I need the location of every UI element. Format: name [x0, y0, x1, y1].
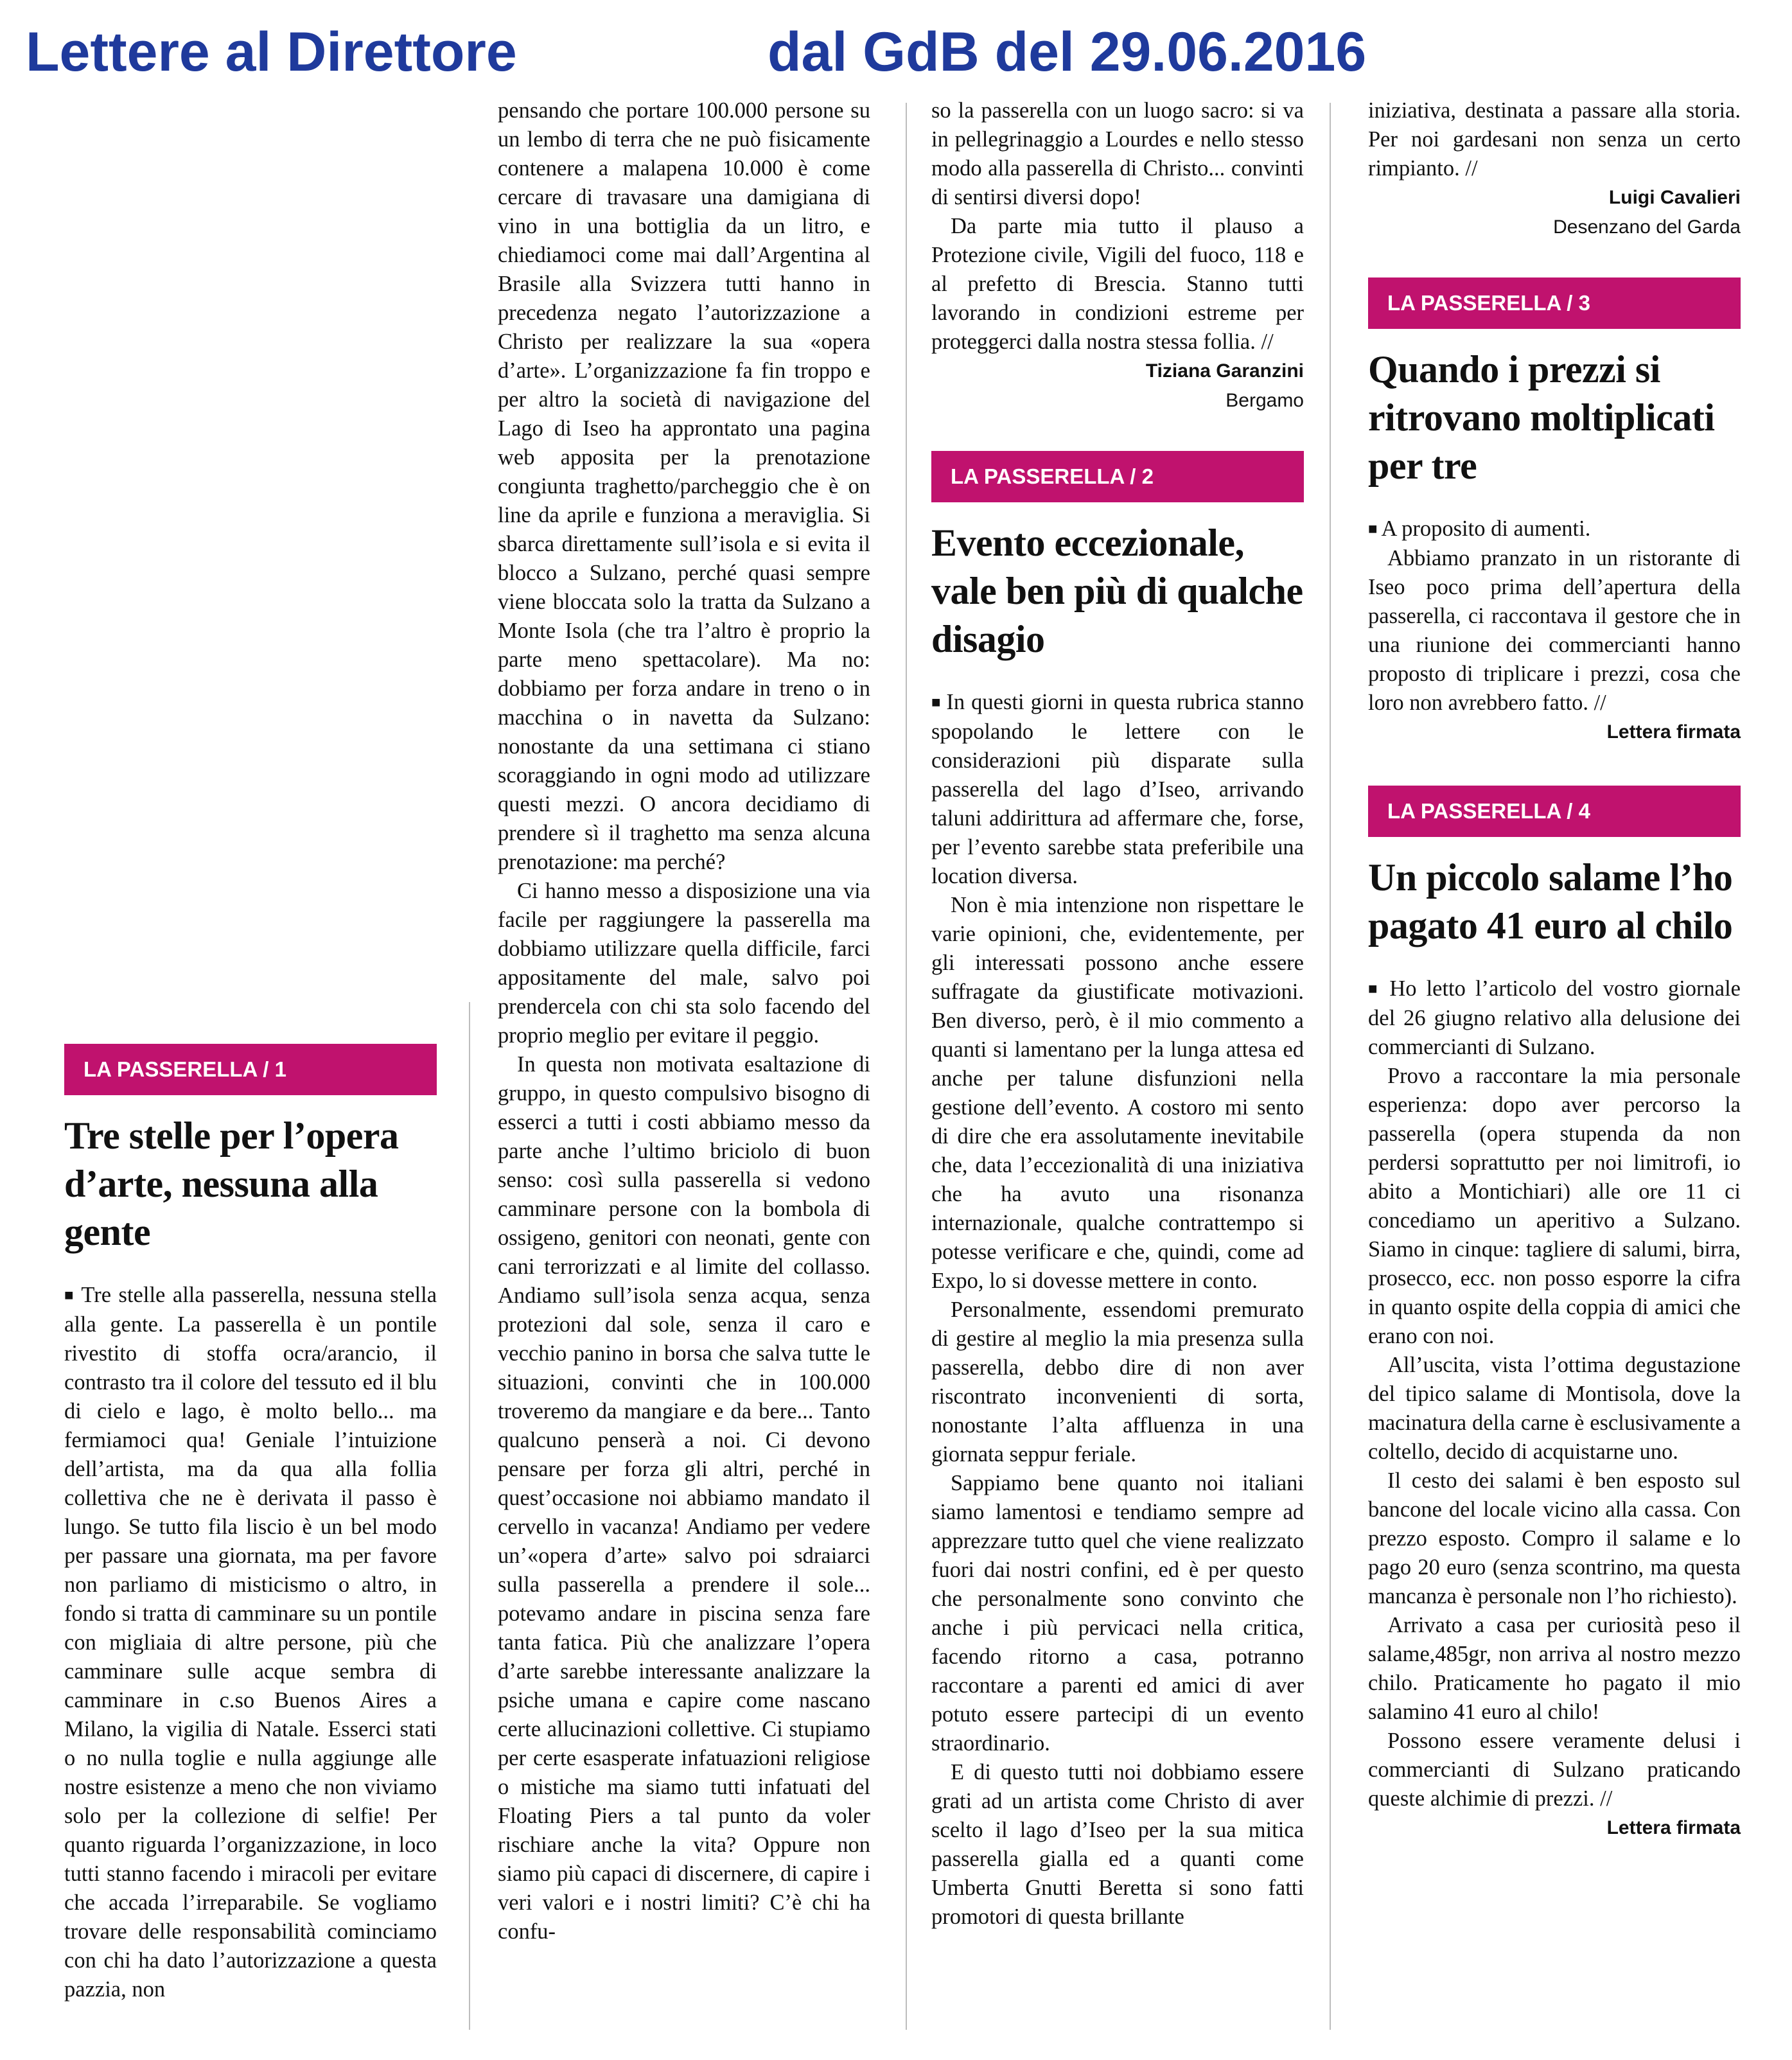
column-4 [1368, 96, 1741, 1843]
paragraph: pensando che portare 100.000 persone su un lembo di terra che ne può fisicamente contenere a malapena 10.000 è come cercare di travasare una damigiana di vino in una bottiglia da un litro, e chiediamoci come mai dall’Argentina al Brasile alla Svizzera tutti hanno in precedenza negato l’autorizzazione a Christo per realizzare la sua «opera d’arte». L’organizzazione fa fin troppo e per altro la società di navigazione del Lago di Iseo ha approntato una pagina web apposita per la prenotazione congiunta traghetto/parcheggio che è on line da aprile e funziona a meraviglia. Si sbarca direttamente sull’isola e si evita il blocco a Sulzano, perché quasi sempre viene bloccata solo la tratta da Sulzano a Monte Isola (che tra l’altro è proprio la parte meno spettacolare). Ma no: dobbiamo per forza andare in treno o in macchina o in navetta da Sulzano: nonostante da una settimana ci stiano scoraggiando in ogni modo ad utilizzare questi mezzi. O ancora decidiamo di prendere sì il traghetto ma senza alcuna prenotazione: ma perché? [498, 98, 870, 874]
signature-place: Bergamo [1225, 390, 1304, 411]
paragraph: ■ A proposito di aumenti. [1368, 515, 1741, 544]
column-rule-2 [906, 103, 907, 2030]
paragraph: Non è mia intenzione non rispettare le varie opinioni, che, evidentemente, per gli interessati possono anche essere suffragate da giustificate motivazioni. Ben diverso, però, è il mio commento a quanti si lamentano per la lunga attesa ed anche per talune disfunzioni nella gestione dell’evento. A costoro mi sento di dire che era assolutamente inevitabile che, data l’eccezionalità di una iniziativa che ha avuto una risonanza internazionale, qualche contrattempo si potesse verificare e che, quindi, come ad Expo, lo si dovesse mettere in conto. [931, 893, 1304, 1293]
paragraph: Ci hanno messo a disposizione una via facile per raggiungere la passerella ma dobbiamo utilizzare quella difficile, farci appositamente del male, salvo poi prendercela con chi sta solo facendo del proprio meglio per evitare il peggio. [498, 879, 870, 1048]
paragraph: All’uscita, vista l’ottima degustazione del tipico salame di Montisola, dove la macinatura della carne è esclusivamente a coltello, decido di acquistarne uno. [1368, 1353, 1741, 1464]
letter-title-4: Un piccolo salame l’ho pagato 41 euro al chilo [1368, 856, 1733, 947]
letter-title-2: Evento eccezionale, vale ben più di qualche disagio [931, 522, 1303, 660]
paragraph: ■ In questi giorni in questa rubrica stanno spopolando le lettere con le considerazioni più disparate sulla passerella del lago d’Iseo, arrivando taluni addirittura ad affermare che, forse, per l’evento sarebbe stata preferibile una location diversa. [931, 688, 1304, 891]
column-1 [64, 1044, 437, 2004]
column-2 [498, 96, 870, 1946]
paragraph: In questa non motivata esaltazione di gruppo, in questo compulsivo bisogno di esserci a tutti i costi abbiamo messo da parte anche l’ultimo briciolo di buon senso: così sulla passerella si vedono camminare persone con la bombola di ossigeno, genitori con neonati, gente con cani terrorizzati e al limite del collasso. Andiamo sull’isola senza acqua, senza protezioni dal sole, senza il caro e vecchio panino in borsa che salva tutte le situazioni, convinti che in 100.000 troveremo da mangiare e da bere... Tanto qualcuno penserà a noi. Ci devono pensare per forza gli altri, perché in quest’occasione noi abbiamo mandato il cervello in vacanza! Andiamo per vedere un’«opera d’arte» salvo poi sdraiarci sulla passerella a prendere il sole... potevamo andare in piscina senza fare tanta fatica. Più che analizzare l’opera d’arte sarebbe interessante analizzare la psiche umana e capire come nascano certe allucinazioni collettive. Ci stupiamo per certe esasperate infatuazioni religiose o mistiche ma siamo tutti infatuati del Floating Piers a tal punto da voler rischiare anche la vita? Oppure non siamo più capaci di discernere, di capire i veri valori e i nostri limiti? C’è chi ha confu- [498, 1052, 870, 1944]
paragraph: Da parte mia tutto il plauso a Protezione civile, Vigili del fuoco, 118 e al prefetto di Brescia. Stanno tutti lavorando in condizioni estreme per proteggerci dalla nostra stessa follia. // [931, 214, 1304, 354]
letter-title-1: Tre stelle per l’opera d’arte, nessuna alla gente [64, 1114, 399, 1253]
paragraph: Il cesto dei salami è ben esposto sul bancone del locale vicino alla cassa. Con prezzo esposto. Compro il salame e lo pago 20 euro (senza scontrino, ma questa mancanza è personale non l’ho richiesto). [1368, 1468, 1741, 1608]
column-3 [931, 96, 1304, 1932]
signature-name: Tiziana Garanzini [1145, 360, 1304, 382]
signature-block [1368, 183, 1741, 242]
paragraph: Provo a raccontare la mia personale esperienza: dopo aver percorso la passerella (opera stupenda da non perdersi soprattutto per noi limitrofi, io abito a Montichiari) alle ore 11 ci concediamo un aperitivo a Sulzano. Siamo in cinque: tagliere di salumi, birra, prosecco, ecc. non posso esporre la cifra in quanto ospite della coppia di amici che erano con noi. [1368, 1064, 1741, 1348]
header-left-title: Lettere al Direttore [26, 21, 517, 83]
signature-name: Lettera firmata [1606, 1817, 1741, 1838]
section-kicker-4: LA PASSERELLA / 4 [1368, 786, 1741, 837]
signature-place: Desenzano del Garda [1553, 216, 1741, 238]
header-right-date: dal GdB del 29.06.2016 [768, 21, 1367, 83]
paragraph: Arrivato a casa per curiosità peso il salame,485gr, non arriva al nostro mezzo chilo. Praticamente ho pagato il mio salamino 41 euro al chilo! [1368, 1613, 1741, 1724]
signature-block [1368, 1813, 1741, 1843]
letter-body-1: ■ Tre stelle alla passerella, nessuna stella alla gente. La passerella è un pontile rivestito di stoffa ocra/arancio, il contrasto tra il colore del tessuto ed il blu di cielo e lago, è molto bello... ma fermiamoci qua! Geniale l’intuizione dell’artista, ma da qua alla follia collettiva che ne è derivata il passo è lungo. Se tutto fila liscio è un bel modo per passare una giornata, ma per favore non parliamo di misticismo o altro, in fondo si tratta di camminare su un pontile con migliaia di altre persone, più che camminare sulle acque sembra di camminare in c.so Buenos Aires a Milano, la vigilia di Natale. Esserci stati o no nulla toglie e nulla aggiunge alle nostre esistenze a meno che non viviamo solo per la collezione di selfie! Per quanto riguarda l’organizzazione, in loco tutti stanno facendo i miracoli per evitare che accada l’irreparabile. Se vogliamo trovare delle responsabilità cominciamo con chi ha dato l’autorizzazione a questa pazzia, non [64, 1281, 437, 2004]
letter-title-3: Quando i prezzi si ritrovano moltiplicati per tre [1368, 348, 1715, 487]
signature-block [931, 357, 1304, 416]
paragraph: Abbiamo pranzato in un ristorante di Iseo poco prima dell’apertura della passerella, ci raccontava il gestore che in una riunione dei commercianti hanno proposto di triplicare i prezzi, cosa che loro non avrebbero fatto. // [1368, 546, 1741, 715]
signature-block [1368, 717, 1741, 747]
paragraph: Personalmente, essendomi premurato di gestire al meglio la mia presenza sulla passerella, debbo dire di non aver riscontrato inconvenienti di sorta, nonostante l’alta affluenza in una giornata seppur feriale. [931, 1298, 1304, 1466]
section-kicker-3: LA PASSERELLA / 3 [1368, 277, 1741, 329]
signature-name: Lettera firmata [1606, 721, 1741, 743]
paragraph: Possono essere veramente delusi i commercianti di Sulzano praticando queste alchimie di prezzi. // [1368, 1729, 1741, 1811]
section-kicker-2: LA PASSERELLA / 2 [931, 451, 1304, 502]
paragraph: Sappiamo bene quanto noi italiani siamo lamentosi e tendiamo sempre ad apprezzare tutto quel che viene realizzato fuori dai nostri confini, ed è per questo che personalmente sono convinto che anche i più pervicaci nella critica, facendo ritorno a casa, potranno raccontare a parenti ed amici di aver potuto essere partecipi di un evento straordinario. [931, 1471, 1304, 1756]
signature-name: Luigi Cavalieri [1608, 187, 1741, 208]
column-rule-3 [1330, 103, 1331, 2030]
paragraph: iniziativa, destinata a passare alla storia. Per noi gardesani non senza un certo rimpianto. // [1368, 98, 1741, 180]
section-kicker-1: LA PASSERELLA / 1 [64, 1044, 437, 1095]
paragraph: E di questo tutti noi dobbiamo essere grati ad un artista come Christo di aver scelto il lago d’Iseo per la sua mitica passerella gialla ed a quanti come Umberta Gnutti Beretta si sono fatti promotori di questa brillante [931, 1760, 1304, 1929]
paragraph: so la passerella con un luogo sacro: si va in pellegrinaggio a Lourdes e nello stesso modo alla passerella di Christo... convinti di sentirsi diversi dopo! [931, 98, 1304, 209]
column-rule-1 [469, 1002, 470, 2030]
paragraph: ■ Ho letto l’articolo del vostro giornale del 26 giugno relativo alla delusione dei commercianti di Sulzano. [1368, 974, 1741, 1062]
